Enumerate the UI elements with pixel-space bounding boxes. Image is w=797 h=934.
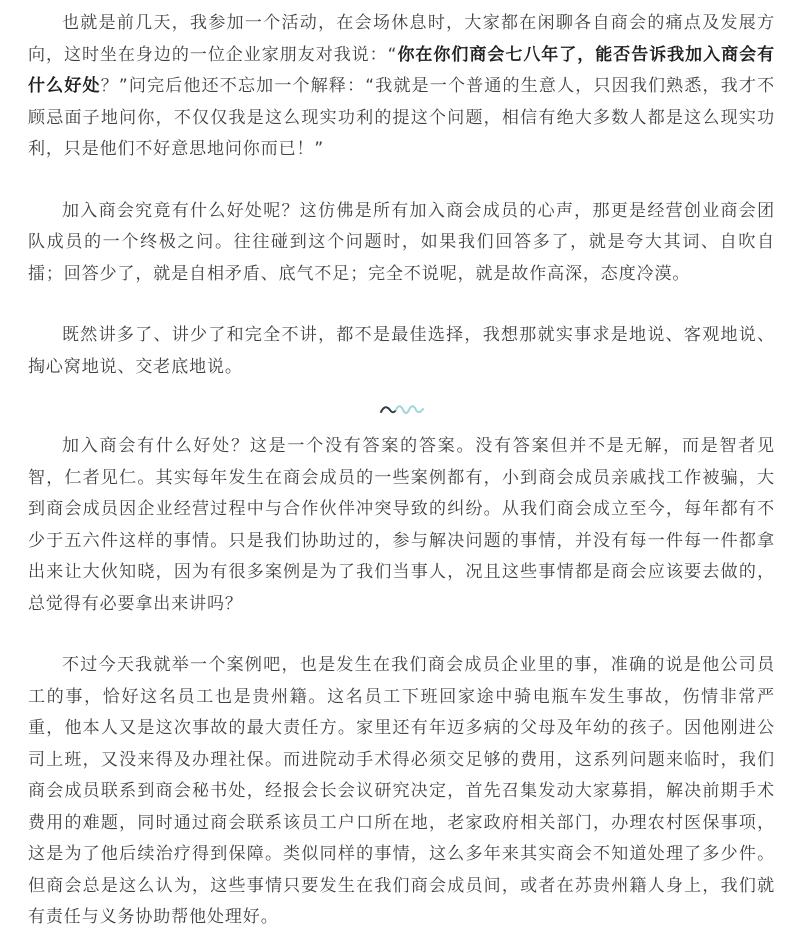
paragraph-3: 既然讲多了、讲少了和完全不讲，都不是最佳选择，我想那就实事求是地说、客观地说、掏心窝地说、交老底地说。 [28, 325, 775, 377]
paragraph-5: 不过今天我就举一个案例吧，也是发生在我们商会成员企业里的事，准确的说是他公司员工的事，恰好这名员工也是贵州籍。这名员工下班回家途中骑电瓶车发生事故，伤情非常严重，他本人又是这次事故的最大责任方。家里还有年迈多病的父母及年幼的孩子。因他刚进公司上班，又没来得及办理社保。而进院动手术得必须交足够的费用，这系列问题来临时，我们商会成员联系到商会秘书处，经报会长会议研究决定，首先召集发动大家募捐，解决前期手术费用的难题，同时通过商会联系该员工户口所在地，老家政府相关部门，办理农村医保事项，这是为了他后续治疗得到保障。类似同样的事情，这么多年来其实商会不知道处理了多少件。但商会总是这么认为，这些事情只要发生在我们商会成员间，或者在苏贵州籍人身上，我们就有责任与义务协助帮他处理好。 [28, 655, 775, 927]
paragraph-1-bold-quote: 你在你们商会七八年了，能否告诉我加入商会有什么好处 [28, 44, 775, 96]
paragraph-1 [28, 8, 775, 166]
paragraph-2: 加入商会究竟有什么好处呢？这仿佛是所有加入商会成员的心声，那更是经营创业商会团队成员的一个终极之问。往往碰到这个问题时，如果我们回答多了，就是夸大其词、自吹自擂；回答少了，就是自相矛盾、底气不足；完全不说呢，就是故作高深，态度冷漠。 [28, 200, 775, 284]
paragraph-4: 加入商会有什么好处？这是一个没有答案的答案。没有答案但并不是无解，而是智者见智，仁者见仁。其实每年发生在商会成员的一些案例都有，小到商会成员亲戚找工作被骗，大到商会成员因企业经营过程中与合作伙伴冲突导致的纠纷。从我们商会成立至今，每年都有不少于五六件这样的事情。只是我们协助过的，参与解决问题的事情，并没有每一件每一件都拿出来让大伙知晓，因为有很多案例是为了我们当事人，况且这些事情都是商会应该要去做的，总觉得有必要拿出来讲吗？ [28, 436, 775, 614]
paragraph-1-text-a: 也就是前几天，我参加一个活动，在会场休息时，大家都在闲聊各自商会的痛点及发展方向，这时坐在身边的一位企业家朋友对我说：“ [28, 13, 775, 65]
wave-divider-icon [380, 401, 424, 417]
paragraph-1-text-b: ？”问完后他还不忘加一个解释：“我就是一个普通的生意人，只因我们熟悉，我才不顾忌面子地问你，不仅仅我是这么现实功利的提这个问题，相信有绝大多数人都是这么现实功利，只是他们不好意思地问你而已！” [28, 76, 775, 159]
